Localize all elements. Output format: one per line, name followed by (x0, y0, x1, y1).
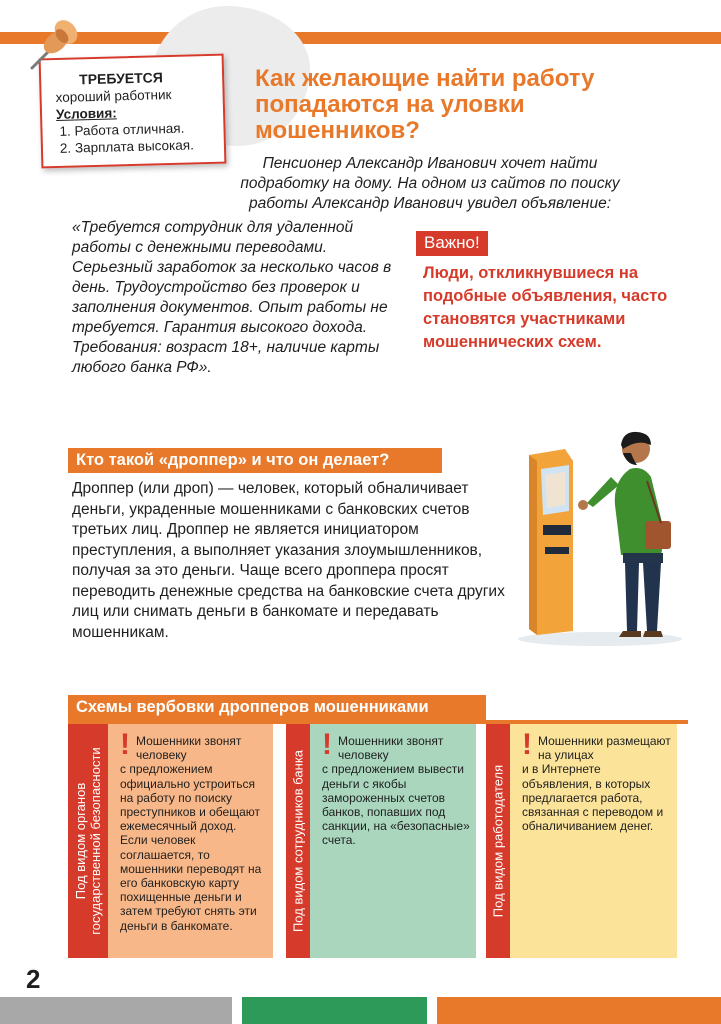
top-decor-bar (0, 32, 721, 44)
ad-condition-item: 1. Работа отличная. (74, 119, 215, 140)
pushpin-icon (18, 12, 88, 82)
scheme-label-text: Под видом органов государственной безопасности (73, 747, 103, 935)
ad-conditions-list (74, 119, 216, 157)
scheme-label-text: Под видом сотрудников банка (290, 749, 306, 933)
scheme-lead: Мошенники звонят человеку (338, 734, 444, 763)
scheme-label (286, 724, 310, 958)
scheme-body (108, 724, 273, 958)
exclamation-icon: ! (322, 728, 332, 761)
scheme-body (510, 724, 677, 958)
schemes-heading: Схемы вербовки дропперов мошенниками (68, 695, 486, 720)
intro-paragraph: Пенсионер Александр Иванович хочет найти подработку на дому. На одном из сайтов по поиску работы Александр Иванович увидел объявление: (240, 155, 620, 212)
bottom-bar-gray (0, 997, 232, 1024)
scheme-lead: Мошенники размещают на улицах (538, 734, 671, 763)
bottom-bar-green (242, 997, 427, 1024)
job-ad-quote: «Требуется сотрудник для удаленной работы с денежными переводами. Серьезный заработок за несколько часов в день. Трудоустройство без проверок и заполнения документов. Опыт работы не требуется. Гарантия высокого дохода. Требования: возраст 18+, наличие карты любого банка РФ». (72, 219, 392, 376)
dropper-heading: Кто такой «дроппер» и что он делает? (68, 448, 442, 473)
scheme-text: и в Интернете объявления, в которых предлагается работа, связанная с переводом и обналичиванием денег. (522, 762, 664, 834)
ad-conditions-label: Условия: (55, 105, 117, 122)
dropper-description: Дроппер (или дроп) — человек, который обналичивает деньги, украденные мошенниками с банковских счетов третьих лиц. Дроппер не является инициатором преступления, а выполняет указания злоумышленников, получая за это деньги. Чаще всего дроппера просят переводить денежные средства на банковские счета других лиц или снимать деньги в банкомате и передавать мошенникам. (72, 480, 505, 641)
atm-man-illustration (515, 425, 685, 650)
exclamation-icon: ! (120, 728, 130, 761)
ad-condition-item: 2. Зарплата высокая. (75, 136, 216, 157)
important-badge: Важно! (416, 231, 488, 256)
scheme-label (486, 724, 510, 958)
scheme-label-text: Под видом работодателя (490, 764, 506, 918)
ad-subtitle: хороший работник (55, 86, 172, 106)
ad-title: ТРЕБУЕТСЯ (78, 69, 164, 88)
scheme-lead: Мошенники звонят человеку (136, 734, 242, 763)
scheme-text: с предложением официально устроиться на работу по поиску преступников и обещают ежемесячный доход. Если человек соглашается, то мошенники переводят на его банковскую карту похищенные деньги и затем требуют снять эти деньги в банкомате. (120, 762, 262, 933)
important-text: Люди, откликнувшиеся на подобные объявления, часто становятся участниками мошеннических схем. (423, 264, 668, 351)
main-title: Как желающие найти работу попадаются на уловки мошенников? (255, 65, 595, 144)
page-number: 2 (26, 964, 41, 994)
scheme-body (310, 724, 476, 958)
exclamation-icon: ! (522, 728, 532, 761)
scheme-text: с предложением вывести деньги с якобы замороженных счетов банков, попавших под санкции, на «безопасные» счета. (322, 762, 470, 848)
scheme-label (68, 724, 108, 958)
bottom-bar-orange (437, 997, 721, 1024)
